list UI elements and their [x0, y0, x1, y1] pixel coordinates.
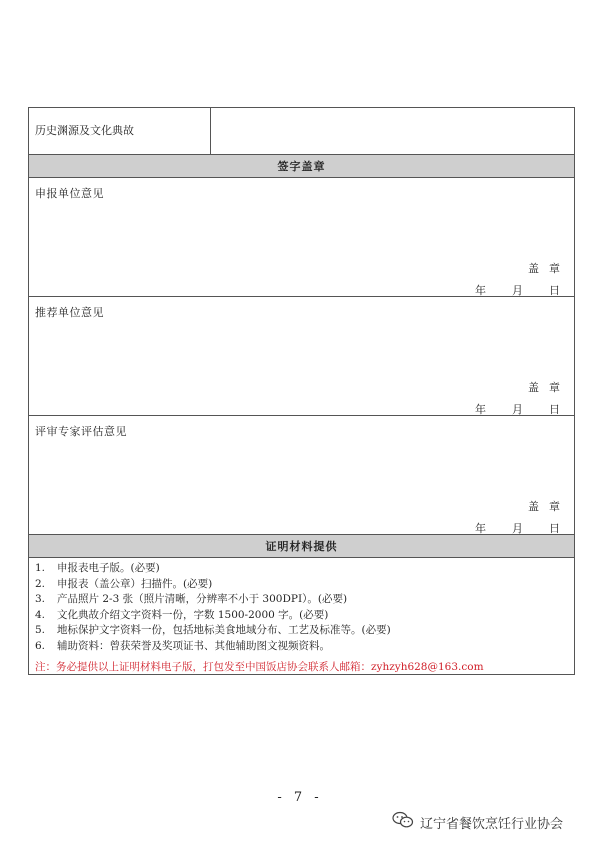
page-number: - 7 - — [277, 790, 323, 805]
brand-name: 辽宁省餐饮烹饪行业协会 — [420, 816, 564, 832]
seal-label: 盖 章 — [528, 262, 560, 275]
list-item: 3. 产品照片 2-3 张（照片清晰，分辨率不小于 300DPI）。(必要) — [35, 593, 348, 605]
opinion-title: 评审专家评估意见 — [35, 425, 127, 438]
date-label: 年 月 日 — [475, 522, 560, 535]
materials-list — [29, 558, 574, 675]
footer-brand — [392, 811, 563, 833]
expert-opinion-cell[interactable] — [29, 416, 574, 535]
seal-label: 盖 章 — [528, 381, 560, 394]
applicant-opinion-cell[interactable] — [29, 178, 574, 297]
date-label: 年 月 日 — [475, 403, 560, 416]
email-note: 注：务必提供以上证明材料电子版，打包发至中国饭店协会联系人邮箱：zyhzyh628@163.com — [35, 661, 484, 673]
materials-section-header: 证明材料提供 — [29, 535, 574, 558]
history-value-cell[interactable] — [211, 108, 574, 154]
recommender-opinion-cell[interactable] — [29, 297, 574, 416]
list-item: 2. 申报表（盖公章）扫描件。(必要) — [35, 577, 213, 590]
list-item: 1. 申报表电子版。(必要) — [35, 562, 160, 574]
date-label: 年 月 日 — [475, 284, 560, 297]
history-label: 历史渊源及文化典故 — [29, 108, 211, 154]
wechat-icon — [392, 811, 414, 833]
seal-label: 盖 章 — [528, 500, 560, 513]
history-row — [29, 108, 574, 155]
opinion-title: 申报单位意见 — [35, 187, 104, 200]
list-item: 5. 地标保护文字资料一份，包括地标美食地域分布、工艺及标准等。(必要) — [35, 624, 391, 636]
application-form — [28, 107, 575, 675]
signature-section-header: 签字盖章 — [29, 155, 574, 178]
list-item: 4. 文化典故介绍文字资料一份，字数 1500-2000 字。(必要) — [35, 608, 329, 621]
list-item: 6. 辅助资料：曾获荣誉及奖项证书、其他辅助图文视频资料。 — [35, 639, 330, 652]
opinion-title: 推荐单位意见 — [35, 306, 104, 319]
